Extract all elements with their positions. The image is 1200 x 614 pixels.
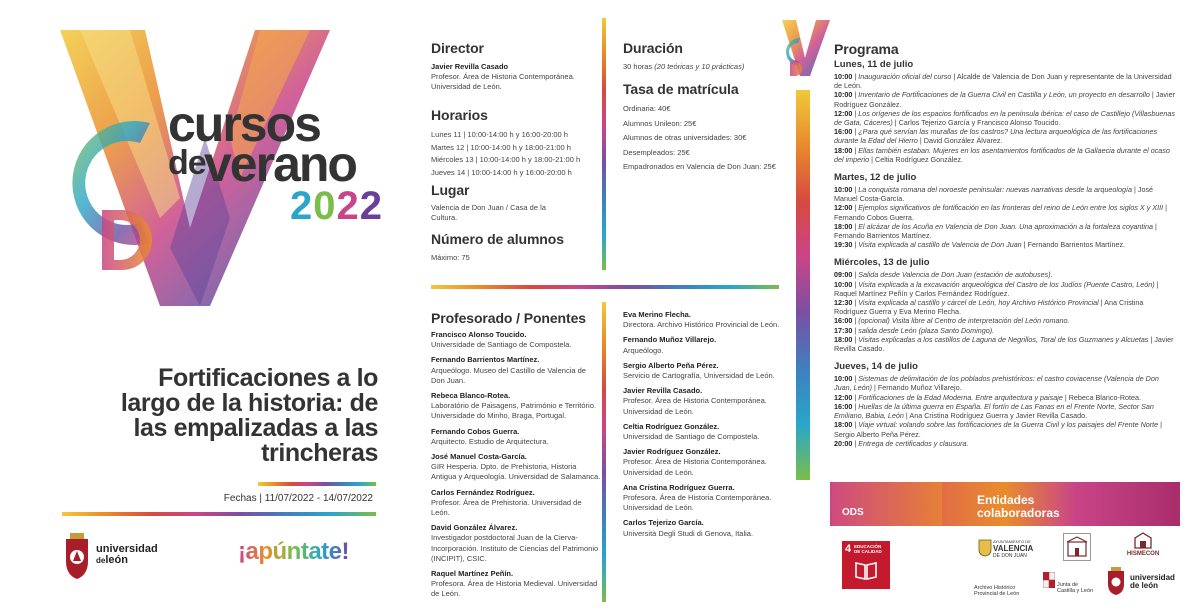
sponsor-text: universidad: [1130, 573, 1175, 582]
profesor-entry: [431, 569, 601, 600]
programa-event: 18:00 | Visitas explicadas a los castillos de Laguna de Negrillos, Toral de los Guzmanes y Alcuetas | Javier Revilla Casado.: [834, 334, 1174, 354]
director-heading: Director: [431, 40, 484, 56]
profesor-name: José Manuel Costa-García.: [431, 452, 527, 462]
director-name: Javier Revilla Casado: [431, 62, 509, 71]
profesor-affiliation: Arqueólogo.: [623, 345, 664, 355]
programa-event: 12:00 | Los orígenes de los espacios fortificados en la península ibérica: el caso de Castillejo (Villasbuenas de Gata, Cáceres) | Carlos Tejerizo García y Francisco Alonso Toucido.: [834, 108, 1175, 128]
event-activity: Inventario de Fortificaciones de la Guerra Civil en Castilla y León, un proyecto en desarrollo: [858, 90, 1150, 100]
profesor-entry: [623, 518, 793, 538]
university-small-crest-icon: [1106, 566, 1126, 596]
profesor-entry: [623, 483, 793, 514]
profesorado-column-1: [431, 330, 601, 600]
event-time: 18:00: [834, 145, 853, 155]
university-word: de: [96, 556, 106, 565]
sponsor-text: Provincial de León: [974, 591, 1020, 597]
entidades-label-line: colaboradoras: [977, 506, 1060, 520]
sponsor-junta: [1057, 582, 1097, 594]
profesor-entry: [431, 523, 601, 564]
profesor-name: Javier Rodríguez González.: [623, 447, 721, 457]
event-time: 20:00: [834, 438, 853, 448]
profesor-name: Fernando Muñoz Villarejo.: [623, 335, 717, 345]
profesor-affiliation: Laboratório de Paisagens, Património e Território. Universidade do Minho, Braga, Portugal.: [431, 401, 596, 421]
horario-item: Lunes 11 | 10:00-14:00 h y 16:00-20:00 h: [431, 130, 568, 139]
programa-event: 18:00 | Ellas también estaban. Mujeres en los asentamientos fortificados de la Gallaecia durante el ocaso del imperio | Celtia Rodríguez González.: [834, 145, 1170, 164]
ods-banner: [832, 482, 942, 526]
event-activity: Inauguración oficial del curso: [858, 72, 952, 81]
event-activity: Ellas también estaban. Mujeres en los asentamientos fortificados de la Gallaecia durante el ocaso del imperio: [834, 145, 1170, 164]
event-activity: La conquista romana del noroeste peninsular: nuevas narrativas desde la arqueología: [858, 185, 1132, 195]
profesor-entry: [431, 488, 601, 519]
profesorado-column-2: [623, 310, 793, 539]
event-activity: ¿Para qué servían las murallas de los castros? Una lectura arqueológica de las fortificaciones durante la Edad del Hierro: [834, 127, 1158, 146]
profesor-name: Sergio Alberto Peña Pérez.: [623, 360, 719, 370]
sponsor-text: Castilla y León: [1057, 588, 1094, 594]
director-role: Profesor. Área de Historia Contemporánea. Universidad de León.: [431, 72, 575, 92]
fechas-text: Fechas | 11/07/2022 - 14/07/2022: [223, 493, 373, 504]
university-logo-text: [96, 544, 158, 566]
programa-event: 16:00 | (opcional) Visita libre al Centro de interpretación del León romano.: [834, 316, 1070, 326]
alumnos-text: Máximo: 75: [431, 253, 470, 262]
rainbow-divider: [258, 482, 376, 486]
event-speaker: Rebeca Blanco-Rotea.: [1068, 392, 1142, 402]
ods-4-tile: [842, 541, 890, 589]
event-speaker: Raquel Martínez Peñín y Carlos Fernández Rodríguez.: [834, 288, 1010, 298]
profesor-affiliation: Universidade de Santiago de Compostela.: [431, 340, 572, 350]
profesor-name: Fernando Cobos Guerra.: [431, 426, 520, 436]
programa-event: 16:00 | Huellas de la última guerra en España. El fortín de Las Fanas en el Frente Norte, Sector San Emiliano, Babia, León | Ana Cristina Rodríguez Guerra y Javier Revilla Casado.: [834, 401, 1154, 421]
programa-days: [834, 59, 1178, 448]
event-speaker: David González Álvarez.: [923, 136, 1003, 146]
profesor-affiliation: Investigador postdoctoral Juan de la Cierva-Incorporación. Instituto de Ciencias del Patrimonio (INCIPIT), CSIC.: [431, 533, 599, 563]
event-time: 12:00: [834, 392, 853, 402]
event-time: 10:00: [834, 90, 853, 100]
profesor-entry: [623, 361, 793, 381]
event-time: 10:00: [834, 185, 853, 195]
event-time: 16:00: [834, 401, 853, 411]
programa-event: 16:00 | ¿Para qué servían las murallas de los castros? Una lectura arqueológica de las fortificaciones durante la Edad del Hierro | David González Álvarez.: [834, 127, 1158, 146]
vertical-divider: [602, 18, 606, 270]
horario-item: Martes 12 | 10:00-14:00 h y 18:00-21:00 h: [431, 142, 571, 152]
apuntate-text: ¡apúntate!: [238, 538, 349, 565]
info-panel: [400, 0, 800, 614]
profesor-name: David González Álvarez.: [431, 523, 518, 533]
event-activity: Los orígenes de los espacios fortificados en la península ibérica: el caso de Castillejo (Villasbuenas de Gata, Cáceres): [834, 108, 1175, 128]
event-activity: Sistemas de delimitación de los poblados prehistóricos: el castro coviacense (Valencia de Don Juan, León): [834, 374, 1159, 393]
programa-event: 10:00 | Sistemas de delimitación de los poblados prehistóricos: el castro coviacense (Valencia de Don Juan, León) | Fernando Muñoz Villarejo.: [834, 374, 1159, 393]
vertical-divider: [602, 302, 606, 602]
book-icon: [854, 559, 878, 581]
profesor-name: Celtia Rodríguez González.: [623, 421, 720, 431]
horarios-heading: Horarios: [431, 107, 488, 123]
director-section: [431, 40, 591, 93]
programa-event: 20:00 | Entrega de certificados y clausura.: [834, 438, 969, 448]
profesor-entry: [623, 310, 793, 330]
event-time: 10:00: [834, 72, 853, 81]
event-activity: Visitas explicadas a los castillos de Laguna de Negrillos, Toral de los Guzmanes y Alcuetas: [858, 334, 1149, 344]
course-title-line: Fortificaciones a lo: [158, 364, 378, 392]
event-speaker: Sergio Alberto Peña Pérez.: [834, 429, 921, 439]
year-digit: 2: [336, 184, 360, 228]
event-speaker: Fernando Muñoz Villarejo.: [877, 383, 962, 393]
programa-day-title: Lunes, 11 de julio: [834, 59, 914, 70]
event-speaker: Ana Cristina Rodríguez Guerra y Javier Revilla Casado.: [909, 411, 1088, 421]
building-icon: [1064, 534, 1090, 560]
university-crest-icon: [62, 531, 92, 581]
duracion-section: [623, 40, 793, 72]
sponsor-text: DE DON JUAN: [993, 553, 1027, 559]
event-activity: Viaje virtual: volando sobre las fortificaciones de la Guerra Civil y los paisajes del Frente Norte: [858, 420, 1159, 430]
profesor-affiliation: Profesor. Área de Historia Contemporánea. Universidad de León.: [623, 457, 767, 477]
ayuntamiento-crest-icon: [978, 539, 992, 557]
sponsor-text: Archivo Histórico: [974, 585, 1016, 591]
ods-label: ODS: [842, 507, 864, 518]
profesor-name: Carlos Fernández Rodríguez.: [431, 487, 535, 497]
profesor-affiliation: Arquitecto. Estudio de Arquitectura.: [431, 436, 549, 446]
event-time: 19:30: [834, 240, 853, 250]
event-time: 18:00: [834, 334, 853, 344]
profesor-affiliation: Profesor. Área de Historia Contemporánea. Universidad de León.: [623, 396, 767, 416]
ods-text: EDUCACIÓN DE CALIDAD: [854, 544, 882, 554]
sponsor-text: Junta de: [1057, 582, 1079, 588]
programa-event: 10:00 | Inventario de Fortificaciones de la Guerra Civil en Castilla y León, un proyecto en desarrollo | Javier Rodríguez González.: [834, 90, 1175, 109]
programa-event: 10:00 | Inauguración oficial del curso | Alcalde de Valencia de Don Juan y representante de la Universidad de León.: [834, 72, 1172, 91]
year-digit: 2: [359, 184, 383, 228]
event-time: 18:00: [834, 221, 853, 231]
profesorado-section: [431, 310, 601, 605]
matricula-item: Ordinaria: 40€: [623, 104, 671, 113]
horarios-section: [431, 107, 601, 179]
programa-day-title: Martes, 12 de julio: [834, 172, 917, 184]
matricula-section: [623, 81, 798, 175]
event-speaker: Javier Revilla Casado.: [834, 334, 1174, 354]
matricula-item: Empadronados en Valencia de Don Juan: 25€: [623, 162, 776, 172]
entidades-label: [977, 494, 1060, 520]
lugar-text: Valencia de Don Juan / Casa de la Cultura.: [431, 203, 546, 223]
sponsor-archivo: [974, 585, 1026, 597]
profesor-name: Eva Merino Flecha.: [623, 310, 691, 319]
event-activity: Fortificaciones de la Edad Moderna. Entre arquitectura y paisaje: [858, 392, 1063, 402]
title-de: de: [168, 144, 206, 182]
programa-event: 19:30 | Visita explicada al castillo de Valencia de Don Juan | Fernando Barrientos Martínez.: [834, 240, 1126, 250]
event-time: 10:00: [834, 374, 853, 384]
profesorado-heading: Profesorado / Ponentes: [431, 310, 586, 326]
event-speaker: Alcalde de Valencia de Don Juan y representante de la Universidad de León.: [834, 72, 1172, 91]
profesor-affiliation: Università Degli Studi di Genova, Italia.: [623, 528, 754, 538]
event-activity: El alcázar de los Acuña en Valencia de Don Juan. Una aproximación a la fortaleza coyantina: [858, 221, 1153, 231]
profesor-name: Javier Revilla Casado.: [623, 386, 703, 396]
programa-event: 12:30 | Visita explicada al castillo y cárcel de León, hoy Archivo Histórico Provincial | Ana Cristina Rodríguez Guerra y Eva Merino Flecha.: [834, 298, 1144, 317]
matricula-item: Alumnos Unileon: 25€: [623, 118, 697, 128]
event-time: 12:00: [834, 108, 853, 118]
profesor-affiliation: Profesora. Área de Historia Medieval. Universidad de León.: [431, 579, 598, 599]
event-time: 10:00: [834, 279, 853, 289]
ods-number: 4: [845, 543, 852, 555]
apuntate-call-to-action: [238, 538, 349, 566]
title-cursos: cursos: [168, 96, 320, 152]
event-activity: Ejemplos significativos de fortificación en las fronteras del reino de León entre los siglos X y XIII: [858, 203, 1164, 213]
event-time: 09:00: [834, 270, 853, 280]
cdv-small-logo-icon: [778, 18, 832, 78]
event-activity: Entrega de certificados y clausura.: [858, 438, 969, 448]
university-word: león: [105, 554, 128, 566]
alumnos-section: [431, 231, 601, 263]
programa-day-title: Jueves, 14 de julio: [834, 361, 918, 373]
sponsor-logo-frame: [1063, 533, 1091, 561]
profesor-entry: [623, 422, 793, 442]
event-time: 16:00: [834, 316, 853, 326]
lugar-heading: Lugar: [431, 182, 470, 198]
hismecon-icon: [1132, 532, 1154, 550]
profesor-affiliation: Profesor. Área de Prehistoria. Universidad de León.: [431, 497, 582, 518]
event-activity: (opcional) Visita libre al Centro de interpretación del León romano.: [858, 316, 1070, 326]
course-title-line: trincheras: [261, 439, 378, 467]
cover-panel: [0, 0, 400, 614]
event-activity: Huellas de la última guerra en España. El fortín de Las Fanas en el Frente Norte, Sector San Emiliano, Babia, León: [834, 401, 1154, 421]
event-speaker: Ana Cristina Rodríguez Guerra y Eva Merino Flecha.: [834, 298, 1144, 317]
year-digit: 2: [290, 184, 314, 228]
profesor-entry: [431, 391, 601, 422]
profesor-name: Francisco Alonso Toucido.: [431, 330, 527, 339]
profesor-entry: [623, 335, 793, 355]
profesor-entry: [623, 386, 793, 417]
entidades-label-line: Entidades: [977, 493, 1035, 507]
title-year: [290, 186, 383, 226]
event-speaker: Celtia Rodríguez González.: [875, 154, 963, 164]
sponsor-uni: [1130, 574, 1182, 590]
university-word: universidad: [96, 543, 158, 555]
profesorado-section-2: [623, 310, 793, 544]
programa-color-strip: [796, 90, 810, 480]
programa-event: 10:00 | La conquista romana del noroeste peninsular: nuevas narrativas desde la arqueología | José Manuel Costa-García.: [834, 185, 1154, 204]
alumnos-heading: Número de alumnos: [431, 231, 564, 247]
event-speaker: Javier Rodríguez González.: [834, 90, 1175, 109]
profesor-affiliation: Universidad de Santiago de Compostela.: [623, 432, 760, 442]
sponsor-text: AYUNTAMIENTO DE: [993, 539, 1031, 544]
sponsor-text: de león: [1130, 581, 1159, 590]
profesor-name: Raquel Martínez Peñín.: [431, 569, 514, 579]
profesor-entry: [431, 452, 601, 483]
duracion-hours: 30 horas: [623, 62, 653, 71]
horizontal-divider: [431, 285, 779, 289]
programa-event: 18:00 | Viaje virtual: volando sobre las fortificaciones de la Guerra Civil y los paisajes del Frente Norte | Sergio Alberto Peña Pérez.: [834, 420, 1163, 439]
event-activity: Visita explicada al castillo de Valencia de Don Juan: [858, 240, 1022, 250]
sponsor-text: VALENCIA: [993, 544, 1034, 553]
event-speaker: Fernando Barrientos Martínez.: [834, 231, 932, 241]
event-time: 16:00: [834, 127, 853, 137]
programa-event: 12:00 | Ejemplos significativos de fortificación en las fronteras del reino de León entre los siglos X y XIII | Fernando Cobos Guerra.: [834, 203, 1167, 222]
event-activity: salida desde León (plaza Santo Domingo).: [858, 325, 995, 335]
profesor-name: Rebeca Blanco-Rotea.: [431, 391, 511, 401]
rainbow-divider: [62, 512, 376, 516]
profesor-affiliation: Servicio de Cartografía, Universidad de León.: [623, 371, 775, 381]
programa-event: 17:30 | salida desde León (plaza Santo Domingo).: [834, 325, 995, 335]
event-activity: Salida desde Valencia de Don Juan (estación de autobuses).: [858, 270, 1053, 280]
course-title-line: las empalizadas a las: [133, 414, 378, 442]
profesor-entry: [431, 330, 601, 350]
event-activity: Visita explicada al castillo y cárcel de León, hoy Archivo Histórico Provincial: [858, 298, 1099, 308]
event-activity: Visita explicada a la excavación arqueológica del Castro de los Judíos (Puente Castro, León): [858, 279, 1155, 289]
horario-item: Miércoles 13 | 10:00-14:00 h y 18:00-21:00 h: [431, 155, 581, 164]
programa-day-title: Miércoles, 13 de julio: [834, 257, 930, 269]
programa-section: [834, 41, 1178, 448]
profesor-name: Fernando Barrientos Martínez.: [431, 355, 540, 365]
event-speaker: Fernando Cobos Guerra.: [834, 212, 914, 222]
programa-heading: Programa: [834, 41, 899, 57]
profesor-affiliation: Profesora. Área de Historia Contemporánea. Universidad de León.: [623, 493, 772, 513]
sponsor-hismecon: HISMECON: [1126, 551, 1160, 557]
year-digit: 0: [313, 184, 337, 228]
lugar-section: [431, 182, 571, 223]
matricula-item: Alumnos de otras universidades: 30€: [623, 133, 747, 143]
profesor-affiliation: Directora. Archivo Histórico Provincial de León.: [623, 320, 780, 330]
duracion-detail: (20 teóricas y 10 prácticas): [654, 62, 745, 71]
profesor-entry: [623, 447, 793, 478]
event-time: 18:00: [834, 420, 853, 430]
title-verano: verano: [204, 136, 356, 192]
course-title: [60, 366, 378, 466]
event-speaker: Fernando Barrientos Martínez.: [1027, 240, 1126, 250]
junta-crest-icon: [1043, 572, 1055, 588]
matricula-heading: Tasa de matrícula: [623, 81, 739, 97]
event-time: 17:30: [834, 325, 853, 335]
profesor-affiliation: Arqueólogo. Museo del Castillo de Valencia de Don Juan.: [431, 365, 586, 385]
sponsor-ayuntamiento: [993, 539, 1035, 559]
duracion-heading: Duración: [623, 40, 683, 56]
programa-event: 10:00 | Visita explicada a la excavación arqueológica del Castro de los Judíos (Puente Castro, León) | Raquel Martínez Peñín y Carlos Fernández Rodríguez.: [834, 279, 1159, 298]
programa-event: 12:00 | Fortificaciones de la Edad Moderna. Entre arquitectura y paisaje | Rebeca Blanco-Rotea.: [834, 392, 1142, 402]
event-speaker: Carlos Tejerizo García y Francisco Alonso Toucido.: [898, 118, 1061, 128]
programa-event: 09:00 | Salida desde Valencia de Don Juan (estación de autobuses).: [834, 270, 1053, 280]
event-time: 12:30: [834, 298, 853, 308]
profesor-entry: [431, 355, 601, 386]
matricula-item: Desempleados: 25€: [623, 147, 690, 157]
horario-item: Jueves 14 | 10:00-14:00 h y 16:00-20:00 h: [431, 167, 572, 177]
event-speaker: José Manuel Costa-García.: [834, 185, 1154, 204]
profesor-name: Carlos Tejerizo García.: [623, 518, 704, 528]
profesor-affiliation: GIR Hesperia. Dpto. de Prehistoria, Historia Antigua y Arqueología. Universidad de Salamanca.: [431, 462, 601, 482]
course-title-line: largo de la historia: de: [120, 389, 378, 417]
programa-event: 18:00 | El alcázar de los Acuña en Valencia de Don Juan. Una aproximación a la fortaleza coyantina | Fernando Barrientos Martínez.: [834, 221, 1157, 241]
event-time: 12:00: [834, 203, 853, 213]
profesor-entry: [431, 427, 601, 447]
profesor-name: Ana Cristina Rodríguez Guerra.: [623, 482, 735, 492]
